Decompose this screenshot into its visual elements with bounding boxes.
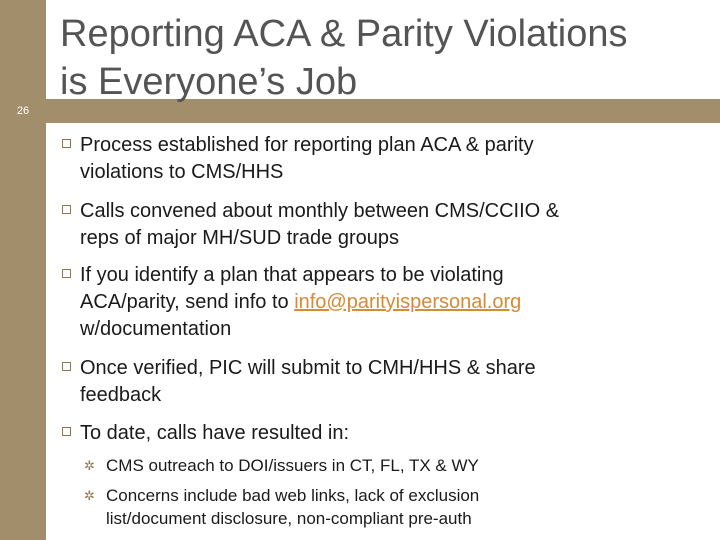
bullet-text — [80, 262, 700, 343]
bullet-line: reps of major MH/SUD trade groups — [80, 227, 400, 249]
bullet-line — [80, 289, 700, 316]
slide-title-line-1: Reporting ACA & Parity Violations — [60, 13, 628, 55]
bullet-line: If you identify a plan that appears to be violating — [80, 264, 504, 286]
bullet-line: Calls convened about monthly between CMS/CCIIO & — [80, 200, 560, 222]
bullet-line: w/documentation — [80, 318, 232, 340]
bullet-line-prefix: ACA/parity, send info to — [80, 291, 295, 313]
diamond-bullet-icon: ✲ — [84, 458, 95, 473]
bullet-text — [80, 420, 700, 447]
bullet-text — [80, 355, 700, 409]
slide-title-line-2: is Everyone’s Job — [60, 61, 358, 103]
square-bullet-icon — [62, 269, 71, 278]
sub-bullet-line: CMS outreach to DOI/issuers in CT, FL, TX & WY — [106, 456, 479, 475]
slide-number: 26 — [16, 105, 30, 117]
diamond-bullet-icon: ✲ — [84, 488, 95, 503]
sub-bullet-text — [106, 454, 696, 477]
sub-bullet-line: list/document disclosure, non-compliant pre-auth — [106, 509, 472, 528]
bullet-line: Process established for reporting plan ACA & parity — [80, 134, 534, 156]
sub-bullet-text — [106, 484, 696, 530]
square-bullet-icon — [62, 427, 71, 436]
square-bullet-icon — [62, 362, 71, 371]
bullet-text — [80, 198, 700, 252]
bullet-line: Once verified, PIC will submit to CMH/HHS & share — [80, 357, 536, 379]
bullet-text — [80, 132, 700, 186]
square-bullet-icon — [62, 205, 71, 214]
bullet-line: To date, calls have resulted in: — [80, 422, 350, 444]
email-link[interactable]: info@parityispersonal.org — [294, 291, 522, 313]
bullet-line: violations to CMS/HHS — [80, 161, 284, 183]
square-bullet-icon — [62, 139, 71, 148]
bullet-line: feedback — [80, 384, 162, 406]
sub-bullet-line: Concerns include bad web links, lack of exclusion — [106, 486, 480, 505]
